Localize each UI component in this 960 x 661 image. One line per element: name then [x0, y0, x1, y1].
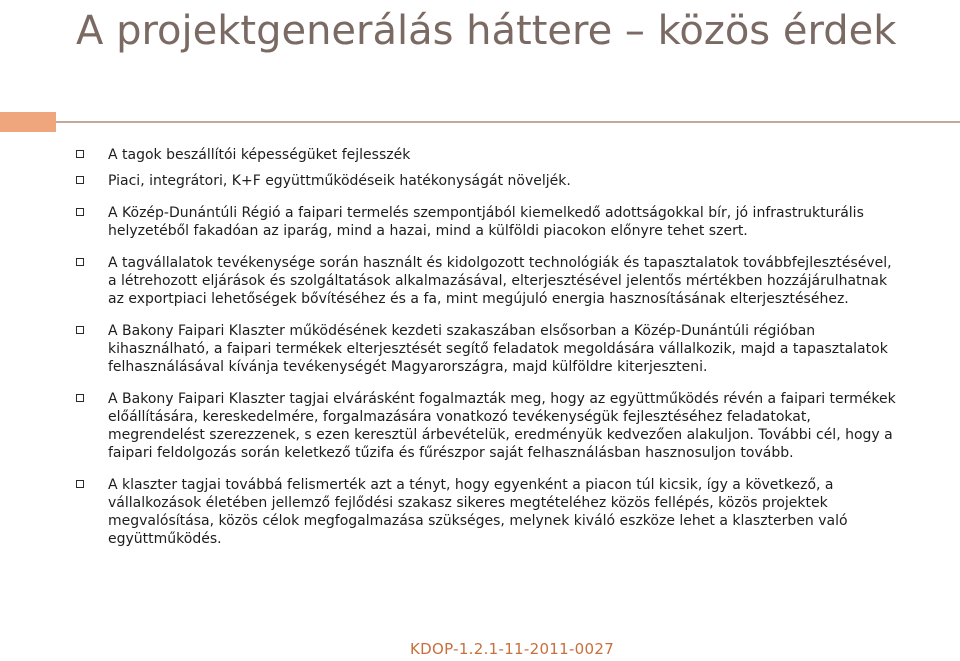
bullet-text: A klaszter tagjai továbbá felismerték azt a tényt, hogy egyenként a piacon túl kicsik, így a következő, a vállalkozások életében jellemző fejlődési szakasz sikeres megtételéhez közös fellépés, közös projektek megvalósítása, közös célok megfogalmazása szükséges, melynek kiváló eszköze lehet a klaszterben való együttműködés.: [108, 477, 848, 547]
bullet-item: [76, 146, 896, 164]
bullet-list: [76, 146, 896, 556]
bullet-item: [76, 322, 896, 376]
square-bullet-icon: [76, 176, 84, 184]
bullet-text: Piaci, integrátori, K+F együttműködéseik hatékonyságát növeljék.: [108, 173, 571, 189]
title-divider: [56, 121, 960, 123]
bullet-item: [76, 476, 896, 548]
square-bullet-icon: [76, 480, 84, 488]
slide-title: A projektgenerálás háttere – közös érdek: [76, 8, 897, 54]
square-bullet-icon: [76, 326, 84, 334]
bullet-text: A Közép-Dunántúli Régió a faipari termelés szempontjából kiemelkedő adottságokkal bír, jó infrastrukturális helyzetéből fakadóan az iparág, mind a hazai, mind a külföldi piacokon előnyre tehet szert.: [108, 205, 864, 239]
bullet-text: A Bakony Faipari Klaszter működésének kezdeti szakaszában elsősorban a Közép-Dunántúli régióban kihasználható, a faipari termékek elterjesztését segítő feladatok megoldására vállalkozik, majd a tapasztalatok felhasználásával kívánja tevékenységét Magyarországra, majd külföldre kiterjeszteni.: [108, 323, 888, 375]
bullet-item: [76, 390, 896, 462]
square-bullet-icon: [76, 208, 84, 216]
bullet-item: [76, 204, 896, 240]
square-bullet-icon: [76, 150, 84, 158]
accent-bar: [0, 112, 56, 132]
bullet-text: A tagvállalatok tevékenysége során használt és kidolgozott technológiák és tapasztalatok továbbfejlesztésével, a létrehozott eljárások és szolgáltatások alkalmazásával, elterjesztésével jelentős mértékben hozzájárulhatnak az exportpiaci lehetőségek bővítéséhez és a fa, mint megújuló energia hasznosításának elterjesztéséhez.: [108, 255, 892, 307]
bullet-item: [76, 254, 896, 308]
square-bullet-icon: [76, 394, 84, 402]
square-bullet-icon: [76, 258, 84, 266]
footer-project-code: KDOP-1.2.1-11-2011-0027: [410, 640, 615, 658]
bullet-text: A tagok beszállítói képességüket fejlesszék: [108, 147, 411, 163]
bullet-item: [76, 172, 896, 190]
bullet-text: A Bakony Faipari Klaszter tagjai elvárásként fogalmazták meg, hogy az együttműködés révén a faipari termékek előállítására, kereskedelmére, forgalmazására vonatkozó tevékenységük fejlesztéséhez feladatokat, megrendelést szerezzenek, s ezen keresztül árbevételük, eredményük kedvezően alakuljon. További cél, hogy a faipari feldolgozás során keletkező tűzifa és fűrészpor saját felhasználásban hasznosuljon tovább.: [108, 391, 896, 461]
